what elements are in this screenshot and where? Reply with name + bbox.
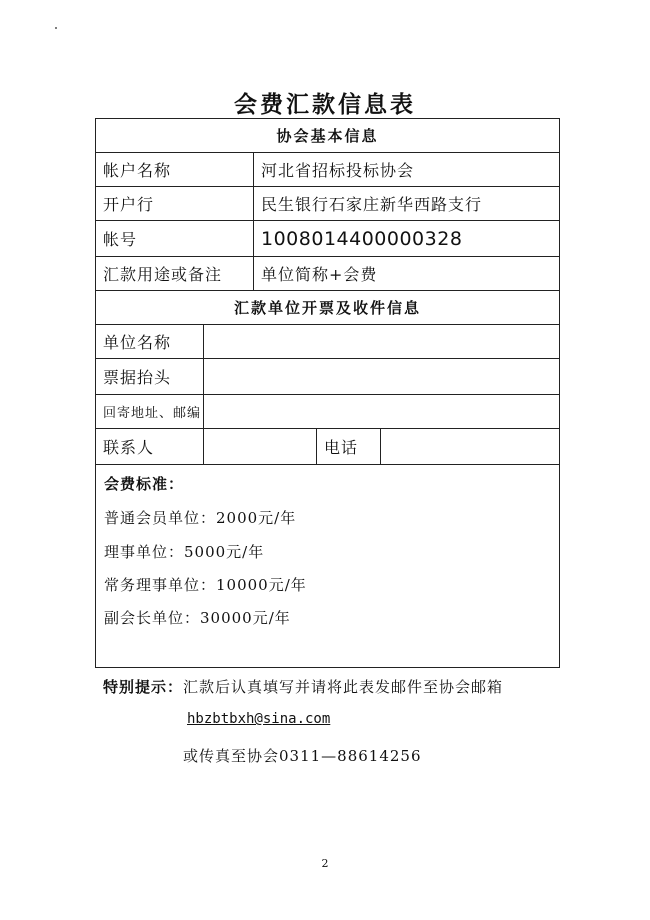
page-number: 2 [321,857,329,870]
fee-item-regular: 普通会员单位：2000元/年 [104,509,297,527]
special-notice-text: 汇款后认真填写并请将此表发邮件至协会邮箱 [183,678,504,696]
contact-row [96,429,559,465]
fee-standard-block [96,465,559,667]
return-address-field[interactable] [203,395,559,428]
return-address-label: 回寄地址、邮编 [103,406,202,421]
invoice-title-label: 票据抬头 [103,368,172,387]
fee-item-vice-president: 副会长单位：30000元/年 [104,609,291,627]
account-number-label: 帐号 [103,230,138,249]
basic-info-heading-row [96,119,559,153]
bank-row [96,187,559,221]
invoice-title-row [96,359,559,395]
phone-field[interactable] [380,429,559,464]
fee-item-standing-council: 常务理事单位：10000元/年 [104,576,307,594]
unit-name-label: 单位名称 [103,333,172,352]
account-name-label: 帐户名称 [103,161,172,180]
account-name-value: 河北省招标投标协会 [253,153,559,186]
bank-label: 开户行 [103,195,155,214]
basic-info-heading: 协会基本信息 [276,127,379,145]
notice-email-link[interactable]: hbzbtbxh@sina.com [187,711,331,727]
unit-name-row [96,325,559,359]
fee-standard-heading: 会费标准： [104,475,185,493]
notice-fax: 或传真至协会0311—88614256 [183,747,422,765]
account-number-value: 1008014400000328 [253,221,559,256]
account-number-row [96,221,559,257]
fee-item-council: 理事单位：5000元/年 [104,543,265,561]
special-notice-label: 特别提示： [103,678,184,696]
remittance-form-table [95,118,560,668]
contact-field[interactable] [203,429,316,464]
return-address-row [96,395,559,429]
account-name-row [96,153,559,187]
bank-value: 民生银行石家庄新华西路支行 [253,187,559,220]
remitter-info-heading: 汇款单位开票及收件信息 [233,299,421,317]
invoice-title-field[interactable] [203,359,559,394]
remittance-purpose-row [96,257,559,291]
remittance-purpose-value: 单位简称+会费 [253,257,559,290]
page-title: 会费汇款信息表 [234,91,416,118]
contact-label: 联系人 [103,438,155,457]
special-notice [103,676,503,697]
unit-name-field[interactable] [203,325,559,358]
remittance-purpose-label: 汇款用途或备注 [103,265,223,284]
phone-label: 电话 [316,429,380,464]
remitter-info-heading-row [96,291,559,325]
scan-speck [55,27,57,29]
